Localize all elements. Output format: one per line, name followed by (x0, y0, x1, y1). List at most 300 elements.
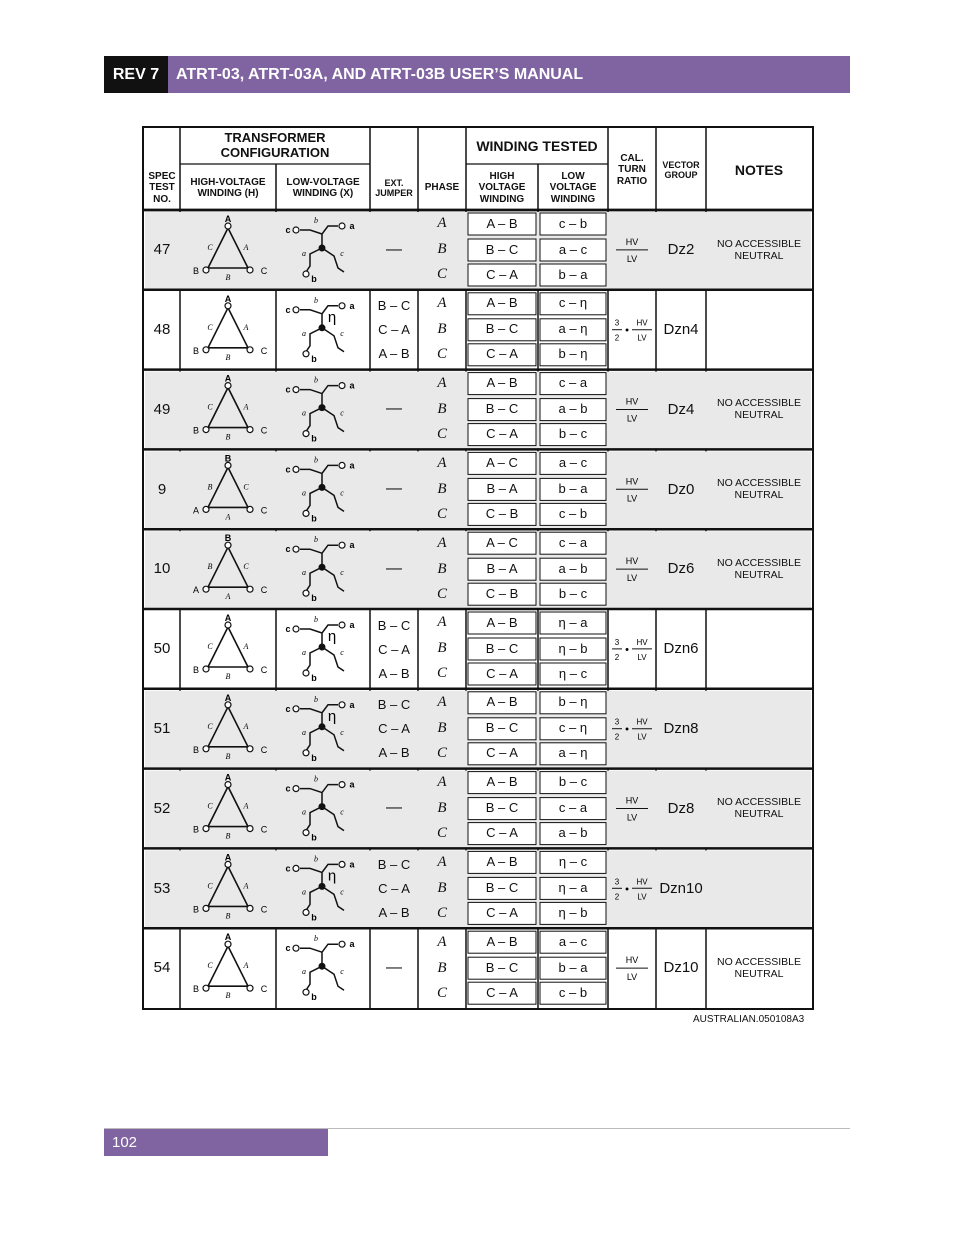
lv-terminal-c-label: c (285, 863, 291, 874)
hv-winding-value: B – C (485, 401, 519, 417)
ratio-dot: • (625, 643, 629, 656)
lv-winding-b-label: b (314, 535, 318, 545)
hv-winding-value: B – A (486, 560, 518, 576)
hv-side-bottom-label: A (225, 512, 231, 522)
lv-terminal-c-label: c (285, 703, 291, 714)
notes-text: NO ACCESSIBLE NEUTRAL (716, 237, 802, 262)
lv-terminal-b-label: b (311, 752, 317, 763)
hv-winding-value: B – C (485, 959, 519, 975)
lv-winding-c-label: c (340, 249, 344, 258)
ratio-dot: • (625, 324, 629, 337)
hv-winding-value: A – B (486, 215, 518, 231)
phase-label: C (436, 824, 447, 841)
hv-side-left-label: C (207, 402, 213, 412)
phase-label: B (437, 720, 447, 737)
hv-winding-value: A – B (486, 694, 518, 710)
vector-group: Dz8 (667, 799, 695, 817)
lv-terminal-b-label: b (311, 513, 317, 524)
neutral-terminal-symbol: η (327, 308, 337, 326)
ext-jumper-value: C – A (378, 641, 410, 657)
hv-side-bottom-label: B (225, 672, 231, 681)
hv-vertex-left-label: B (192, 665, 200, 675)
ratio-lv-label: LV (637, 732, 647, 742)
notes-text: NO ACCESSIBLE NEUTRAL (716, 956, 802, 981)
lv-terminal-c-label: c (285, 783, 291, 794)
lv-winding-a-label: a (302, 727, 306, 737)
lv-terminal-b-label: b (311, 832, 317, 843)
lv-winding-value: b – a (558, 480, 588, 496)
phase-label: A (437, 215, 447, 232)
spec-test-number: 49 (153, 400, 171, 418)
notes-text: NO ACCESSIBLE NEUTRAL (716, 557, 802, 582)
hv-vertex-right-label: C (260, 345, 268, 356)
ratio-hv-label: HV (636, 877, 648, 887)
hv-vertex-right-label: C (260, 984, 268, 995)
hv-winding-value: B – C (485, 879, 519, 895)
notes-text: NO ACCESSIBLE NEUTRAL (716, 397, 802, 422)
ratio-lv-label: LV (626, 413, 638, 424)
hv-delta-diagram (193, 294, 268, 362)
lv-winding-a-label: a (302, 967, 306, 977)
ratio-hv-label: HV (625, 236, 639, 247)
hv-winding-value: B – A (486, 480, 518, 496)
notes-header: NOTES (734, 161, 784, 178)
neutral-terminal-symbol: η (327, 628, 337, 645)
spec-test-number: 10 (153, 560, 171, 578)
hv-side-bottom-label: B (225, 432, 231, 442)
ext-jumper-value: A – B (378, 745, 410, 761)
phase-label: A (437, 534, 447, 551)
hv-vertex-right-label: C (260, 585, 268, 596)
hv-winding-value: B – C (485, 241, 519, 257)
hv-winding-value: C – A (486, 266, 518, 282)
vector-group-header: VECTOR GROUP (662, 159, 700, 180)
ratio-lv-label: LV (626, 573, 638, 584)
lv-winding-b-label: b (314, 854, 318, 864)
lv-winding-value: c – η (558, 720, 588, 736)
hv-vertex-left-label: B (192, 266, 200, 276)
ratio-dot: • (625, 723, 629, 736)
hv-tested-header: HIGH VOLTAGE WINDING (478, 170, 526, 205)
lv-winding-value: η – a (558, 879, 588, 895)
lv-winding-value: b – a (558, 959, 588, 975)
phase-label: C (436, 266, 447, 283)
hv-winding-value: C – B (485, 585, 519, 601)
lv-winding-a-label: a (302, 807, 306, 817)
ratio-dot: • (625, 883, 629, 896)
hv-vertex-right-label: C (260, 266, 268, 276)
phase-label: C (436, 984, 447, 1001)
lv-zigzag-diagram (285, 934, 355, 1002)
lv-zigzag-diagram (285, 615, 355, 683)
cal-turn-ratio-header: CAL. TURN RATIO (616, 152, 648, 187)
phase-label: C (436, 904, 447, 921)
hv-side-right-label: A (243, 881, 249, 891)
phase-label: B (437, 799, 447, 816)
drawing-code: AUSTRALIAN.050108A3 (693, 1014, 805, 1025)
lv-tested-header: LOW VOLTAGE WINDING (549, 170, 597, 205)
lv-terminal-c-label: c (285, 304, 291, 315)
hv-winding-value: B – C (485, 640, 519, 656)
lv-winding-value: b – c (558, 774, 588, 790)
hv-vertex-right-label: C (260, 505, 268, 516)
lv-terminal-c-label: c (285, 943, 291, 954)
phase-label: B (437, 321, 447, 338)
phase-label: C (436, 745, 447, 762)
hv-winding-value: A – B (486, 774, 518, 790)
page-header (104, 56, 850, 93)
phase-label: A (437, 374, 447, 391)
ext-jumper-none: — (386, 240, 402, 258)
notes-text: NO ACCESSIBLE NEUTRAL (716, 796, 802, 821)
ratio-lv-label: LV (626, 972, 638, 983)
hv-winding-value: C – A (486, 825, 518, 841)
lv-winding-b-label: b (314, 216, 318, 225)
ratio-lv-label: LV (637, 652, 647, 662)
ratio-lv-label: LV (626, 812, 638, 823)
phase-label: B (437, 400, 447, 417)
phase-label: B (437, 480, 447, 497)
ratio-three-label: 3 (614, 318, 620, 328)
lv-winding-value: c – η (558, 295, 588, 311)
hv-side-left-label: C (207, 642, 213, 651)
ext-jumper-value: B – C (377, 298, 411, 314)
lv-winding-b-label: b (314, 934, 318, 944)
lv-terminal-b-label: b (311, 274, 317, 284)
hv-winding-value: C – A (486, 665, 518, 681)
vector-group: Dzn8 (663, 720, 699, 738)
lv-winding-value: b – η (558, 346, 588, 362)
hv-side-bottom-label: B (225, 273, 231, 282)
ratio-two-label: 2 (614, 732, 620, 742)
lv-terminal-a-label: a (349, 859, 355, 870)
lv-winding-b-label: b (314, 295, 318, 305)
hv-winding-value: A – B (486, 614, 518, 630)
phase-label: C (436, 665, 447, 682)
hv-side-left-label: B (207, 562, 213, 572)
lv-terminal-a-label: a (349, 221, 355, 231)
lv-winding-value: a – η (558, 321, 588, 337)
ext-jumper-none: — (386, 799, 402, 817)
spec-test-number: 54 (153, 959, 171, 977)
lv-terminal-c-label: c (285, 464, 291, 475)
hv-winding-value: C – A (486, 426, 518, 442)
lv-winding-b-label: b (314, 455, 318, 465)
lv-winding-c-label: c (340, 807, 344, 817)
lv-winding-b-label: b (314, 774, 318, 784)
phase-label: C (436, 505, 447, 522)
hv-side-right-label: A (243, 801, 249, 811)
hv-vertex-top-label: A (224, 214, 232, 224)
lv-winding-value: η – c (558, 853, 588, 869)
ext-jumper-value: B – C (377, 856, 411, 872)
lv-winding-value: b – c (558, 426, 588, 442)
lv-terminal-c-label: c (285, 384, 291, 395)
lv-winding-c-label: c (340, 727, 344, 737)
phase-label: A (437, 614, 447, 631)
lv-terminal-a-label: a (349, 699, 355, 710)
lv-winding-value: a – b (558, 401, 588, 417)
manual-title: ATRT-03, ATRT-03A, AND ATRT-03B USER’S MANUAL (168, 56, 850, 93)
hv-side-left-label: C (207, 721, 213, 731)
lv-winding-value: c – b (558, 505, 588, 521)
hv-winding-value: C – A (486, 346, 518, 362)
vector-group: Dz4 (667, 400, 695, 418)
lv-winding-a-label: a (302, 488, 306, 498)
phase-label: A (437, 694, 447, 711)
hv-side-left-label: C (207, 881, 213, 891)
lv-winding-value: η – b (558, 904, 588, 920)
lv-winding-c-label: c (340, 887, 344, 897)
hv-side-right-label: A (243, 322, 249, 332)
hv-vertex-right-label: C (260, 904, 268, 915)
lv-winding-value: η – c (558, 665, 588, 681)
ratio-three-label: 3 (614, 877, 620, 887)
lv-winding-b-label: b (314, 694, 318, 704)
phase-label: C (436, 425, 447, 442)
lv-winding-b-label: b (314, 615, 318, 624)
ext-jumper-value: C – A (378, 880, 410, 896)
ratio-hv-label: HV (636, 717, 648, 727)
lv-winding-value: a – c (558, 933, 588, 949)
ratio-two-label: 2 (614, 333, 620, 343)
lv-winding-c-label: c (340, 488, 344, 498)
hv-winding-value: B – C (485, 720, 519, 736)
ext-jumper-none: — (386, 480, 402, 498)
ratio-hv-label: HV (625, 955, 639, 966)
hv-vertex-top-label: A (224, 692, 232, 703)
hv-vertex-top-label: A (224, 932, 232, 943)
vector-group: Dz2 (667, 241, 695, 259)
lv-winding-a-label: a (302, 568, 306, 578)
lv-winding-value: c – a (558, 375, 588, 391)
hv-winding-header: HIGH-VOLTAGE WINDING (H) (190, 176, 266, 199)
lv-winding-value: a – b (558, 560, 588, 576)
spec-test-number: 53 (153, 879, 171, 897)
lv-winding-value: b – η (558, 694, 588, 710)
hv-vertex-left-label: A (192, 505, 200, 516)
ratio-three-label: 3 (614, 717, 620, 727)
lv-winding-a-label: a (302, 249, 306, 258)
hv-side-right-label: A (243, 721, 249, 731)
hv-winding-value: C – A (486, 984, 518, 1000)
hv-side-left-label: C (207, 801, 213, 811)
hv-vertex-left-label: B (192, 425, 200, 436)
cal-turn-ratio-formula (612, 638, 652, 662)
hv-vertex-right-label: C (260, 665, 268, 675)
lv-winding-value: a – c (558, 241, 588, 257)
lv-winding-c-label: c (340, 648, 344, 657)
hv-vertex-top-label: A (224, 852, 232, 863)
lv-winding-c-label: c (340, 408, 344, 418)
lv-terminal-a-label: a (349, 540, 355, 551)
vector-group: Dzn6 (663, 640, 699, 658)
phase-label: A (437, 853, 447, 870)
hv-vertex-left-label: B (192, 744, 200, 755)
lv-winding-value: a – η (558, 745, 588, 761)
hv-winding-value: A – C (486, 454, 518, 470)
cal-turn-ratio-formula (616, 955, 648, 982)
phase-label: C (436, 585, 447, 602)
hv-side-right-label: A (243, 402, 249, 412)
lv-winding-value: c – a (558, 534, 588, 550)
ratio-hv-label: HV (625, 476, 639, 487)
spec-test-number: 48 (153, 321, 171, 339)
hv-side-right-label: A (243, 243, 249, 252)
hv-vertex-left-label: B (192, 984, 200, 995)
hv-vertex-top-label: B (224, 533, 232, 544)
phase-header: PHASE (424, 182, 460, 194)
lv-terminal-c-label: c (285, 624, 291, 634)
hv-vertex-right-label: C (260, 824, 268, 835)
hv-delta-diagram (193, 932, 268, 1000)
ratio-hv-label: HV (636, 318, 648, 328)
transformer-test-table (142, 126, 814, 1010)
lv-winding-value: b – a (558, 266, 588, 282)
hv-delta-diagram (193, 613, 268, 681)
lv-winding-a-label: a (302, 887, 306, 897)
lv-winding-header: LOW-VOLTAGE WINDING (X) (286, 176, 360, 199)
hv-side-bottom-label: B (225, 991, 231, 1001)
hv-side-left-label: B (207, 482, 213, 492)
lv-terminal-a-label: a (349, 380, 355, 391)
hv-winding-value: C – B (485, 505, 519, 521)
lv-terminal-b-label: b (311, 992, 317, 1003)
hv-vertex-left-label: B (192, 904, 200, 915)
lv-terminal-b-label: b (311, 912, 317, 923)
lv-winding-b-label: b (314, 375, 318, 385)
hv-side-left-label: C (207, 243, 213, 252)
hv-winding-value: A – B (486, 933, 518, 949)
lv-zigzag-diagram (285, 296, 355, 364)
ext-jumper-header: EXT. JUMPER (375, 177, 413, 198)
lv-terminal-a-label: a (349, 620, 355, 630)
hv-vertex-top-label: A (224, 613, 232, 623)
hv-side-right-label: C (243, 482, 249, 492)
hv-side-right-label: A (243, 642, 249, 651)
lv-terminal-a-label: a (349, 460, 355, 471)
ext-jumper-value: C – A (378, 322, 410, 338)
lv-terminal-b-label: b (311, 353, 317, 364)
spec-test-number: 50 (153, 640, 171, 658)
hv-winding-value: A – C (486, 534, 518, 550)
hv-vertex-left-label: B (192, 824, 200, 835)
lv-terminal-a-label: a (349, 779, 355, 790)
hv-vertex-top-label: B (224, 453, 232, 464)
lv-winding-value: η – a (558, 614, 588, 630)
revision-label: REV 7 (104, 56, 168, 93)
ratio-lv-label: LV (637, 333, 647, 343)
cal-turn-ratio-formula (612, 319, 652, 343)
hv-winding-value: A – B (486, 853, 518, 869)
hv-winding-value: C – A (486, 904, 518, 920)
ext-jumper-value: A – B (378, 346, 410, 362)
hv-vertex-left-label: A (192, 585, 200, 596)
page-number: 102 (104, 1129, 328, 1156)
phase-label: A (437, 295, 447, 312)
hv-side-bottom-label: B (225, 352, 231, 362)
lv-winding-value: a – b (558, 825, 588, 841)
vector-group: Dzn10 (659, 879, 703, 897)
lv-terminal-a-label: a (349, 300, 355, 311)
hv-side-bottom-label: B (225, 831, 231, 841)
phase-label: A (437, 454, 447, 471)
ratio-hv-label: HV (625, 556, 639, 567)
vector-group: Dz10 (663, 959, 699, 977)
lv-terminal-b-label: b (311, 673, 317, 683)
transformer-config-header: TRANSFORMER CONFIGURATION (220, 130, 330, 160)
lv-winding-c-label: c (340, 568, 344, 578)
spec-test-number: 47 (153, 241, 171, 259)
phase-label: B (437, 560, 447, 577)
lv-winding-value: η – b (558, 640, 588, 656)
hv-vertex-top-label: A (224, 772, 232, 783)
ext-jumper-value: C – A (378, 721, 410, 737)
spec-test-number: 52 (153, 799, 171, 817)
neutral-terminal-symbol: η (327, 867, 337, 885)
lv-terminal-a-label: a (349, 939, 355, 950)
hv-vertex-left-label: B (192, 345, 200, 356)
hv-winding-value: C – A (486, 745, 518, 761)
lv-winding-value: c – a (558, 800, 588, 816)
hv-vertex-top-label: A (224, 373, 232, 384)
lv-terminal-b-label: b (311, 593, 317, 604)
phase-label: B (437, 879, 447, 896)
ext-jumper-value: B – C (377, 617, 411, 633)
lv-winding-a-label: a (302, 408, 306, 418)
phase-label: B (437, 959, 447, 976)
ext-jumper-none: — (386, 400, 402, 418)
vector-group: Dz6 (667, 560, 695, 578)
hv-side-bottom-label: B (225, 751, 231, 761)
lv-winding-value: c – b (558, 215, 588, 231)
ratio-hv-label: HV (636, 637, 648, 647)
neutral-terminal-symbol: η (327, 707, 337, 725)
phase-label: B (437, 640, 447, 657)
ratio-lv-label: LV (626, 493, 638, 504)
lv-winding-value: a – c (558, 454, 588, 470)
hv-vertex-right-label: C (260, 744, 268, 755)
ratio-three-label: 3 (614, 637, 620, 647)
lv-terminal-b-label: b (311, 433, 317, 444)
lv-winding-value: c – b (558, 984, 588, 1000)
lv-winding-c-label: c (340, 967, 344, 977)
ratio-hv-label: HV (625, 396, 639, 407)
ext-jumper-value: A – B (378, 665, 410, 681)
winding-tested-header: WINDING TESTED (476, 137, 598, 154)
lv-winding-a-label: a (302, 328, 306, 338)
spec-test-number: 51 (153, 720, 171, 738)
hv-vertex-right-label: C (260, 425, 268, 436)
hv-side-bottom-label: A (225, 592, 231, 602)
hv-winding-value: A – B (486, 375, 518, 391)
hv-winding-value: B – C (485, 800, 519, 816)
lv-terminal-c-label: c (285, 225, 291, 235)
ext-jumper-none: — (386, 559, 402, 577)
hv-side-right-label: C (243, 562, 249, 572)
ratio-two-label: 2 (614, 892, 620, 902)
lv-winding-a-label: a (302, 648, 306, 657)
phase-label: B (437, 241, 447, 258)
spec-test-no-header: SPEC TEST NO. (148, 170, 176, 205)
ratio-lv-label: LV (626, 253, 638, 264)
ratio-two-label: 2 (614, 652, 620, 662)
ext-jumper-value: A – B (378, 904, 410, 920)
spec-test-number: 9 (157, 480, 167, 498)
phase-label: A (437, 773, 447, 790)
lv-winding-c-label: c (340, 328, 344, 338)
vector-group: Dzn4 (663, 321, 699, 339)
